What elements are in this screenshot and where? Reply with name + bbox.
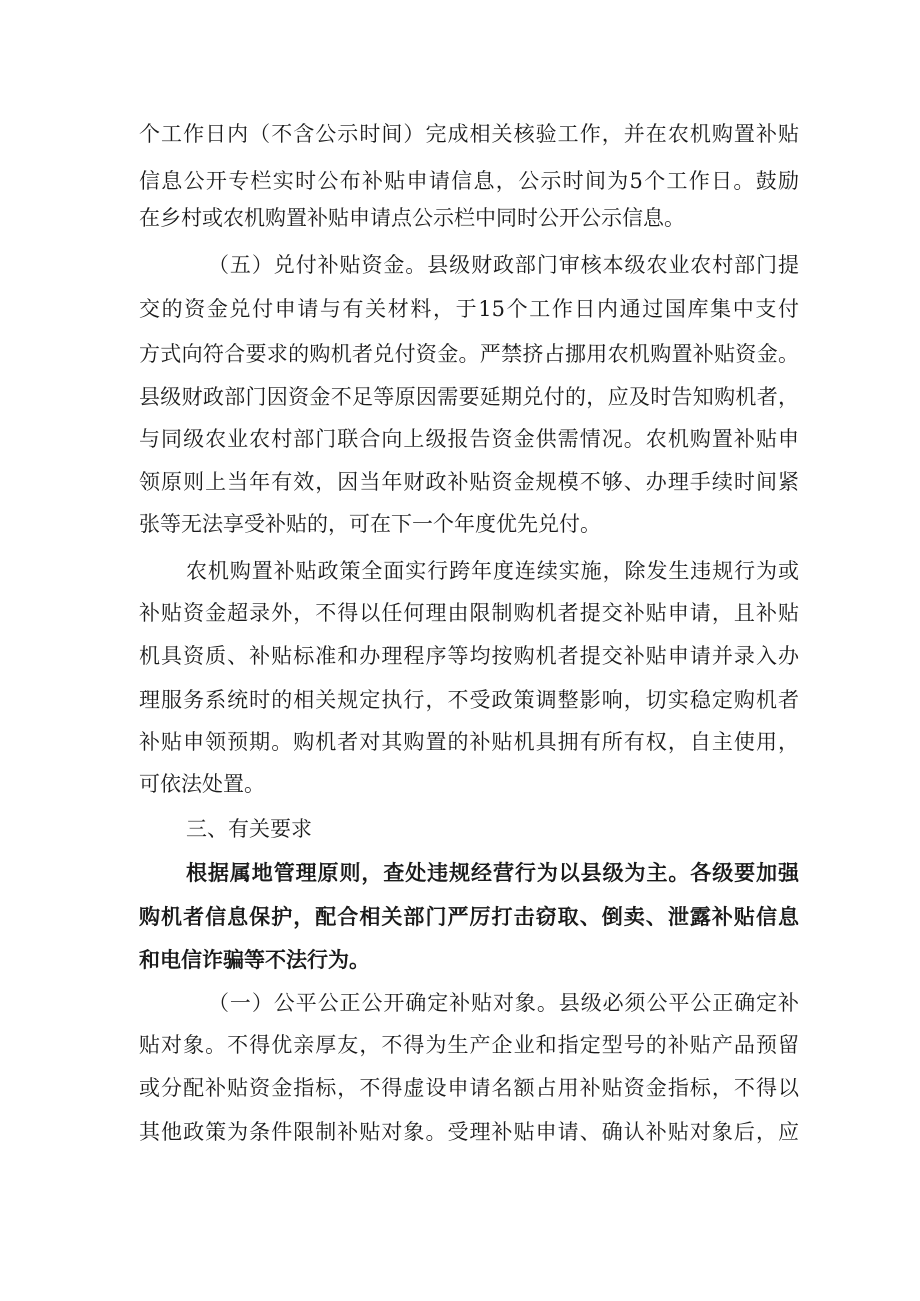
bold-paragraph-line: 和电信诈骗等不法行为。: [139, 948, 370, 972]
text-line: 领原则上当年有效，因当年财政补贴资金规模不够、办理手续时间紧: [139, 470, 799, 494]
text-line: 机具资质、补贴标准和办理程序等均按购机者提交补贴申请并录入办: [139, 644, 799, 668]
text-line: 或分配补贴资金指标，不得虚设申请名额占用补贴资金指标，不得以: [139, 1076, 799, 1100]
text-line: 个工作日内（不含公示时间）完成相关核验工作，并在农机购置补贴: [139, 122, 799, 146]
text-line: 理服务系统时的相关规定执行，不受政策调整影响，切实稳定购机者: [139, 688, 799, 712]
section-three-heading: 三、有关要求: [186, 817, 312, 841]
text-line: 县级财政部门因资金不足等原因需要延期兑付的，应及时告知购机者，: [139, 385, 799, 409]
bold-paragraph-line: 根据属地管理原则，查处违规经营行为以县级为主。各级要加强: [186, 861, 799, 885]
paragraph-start-line: 农机购置补贴政策全面实行跨年度连续实施，除发生违规行为或: [186, 559, 799, 583]
text-line: 在乡村或农机购置补贴申请点公示栏中同时公开公示信息。: [139, 206, 685, 230]
section-five-heading-line: （五）兑付补贴资金。县级财政部门审核本级农业农村部门提: [208, 253, 799, 277]
text-line: 补贴资金超录外，不得以任何理由限制购机者提交补贴申请，且补贴: [139, 601, 799, 625]
text-line: 贴对象。不得优亲厚友，不得为生产企业和指定型号的补贴产品预留: [139, 1033, 799, 1057]
text-line: 方式向符合要求的购机者兑付资金。严禁挤占挪用农机购置补贴资金。: [139, 342, 799, 366]
text-line: 可依法处置。: [139, 772, 265, 796]
text-line: 其他政策为条件限制补贴对象。受理补贴申请、确认补贴对象后，应: [139, 1120, 799, 1144]
text-line: 与同级农业农村部门联合向上级报告资金供需情况。农机购置补贴申: [139, 427, 799, 451]
text-line: 补贴申领预期。购机者对其购置的补贴机具拥有所有权，自主使用，: [139, 730, 799, 754]
text-line: 张等无法享受补贴的，可在下一个年度优先兑付。: [139, 512, 601, 536]
text-line: 交的资金兑付申请与有关材料，于15个工作日内通过国库集中支付: [139, 297, 799, 321]
bold-paragraph-line: 购机者信息保护，配合相关部门严厉打击窃取、倒卖、泄露补贴信息: [139, 905, 799, 929]
section-one-heading-line: （一）公平公正公开确定补贴对象。县级必须公平公正确定补: [208, 991, 799, 1015]
text-line: 信息公开专栏实时公布补贴申请信息，公示时间为5个工作日。鼓励: [139, 169, 799, 193]
